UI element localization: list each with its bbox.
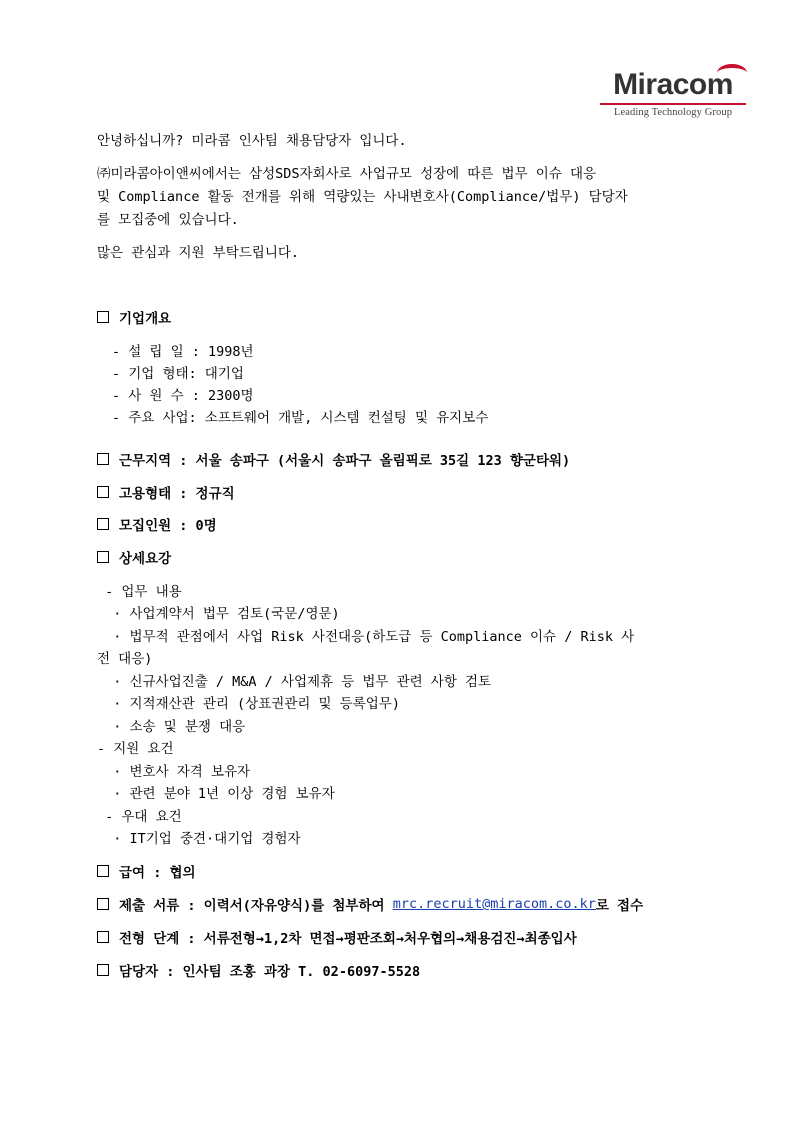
logo-tagline: Leading Technology Group xyxy=(613,107,733,118)
detail-line: 전 대응) xyxy=(97,651,153,667)
detail-line: · 법무적 관점에서 사업 Risk 사전대응(하도급 등 Compliance 이슈 / Risk 사 xyxy=(97,629,635,645)
detail-line: · 신규사업진출 / M&A / 사업제휴 등 법무 관련 사항 검토 xyxy=(97,674,492,690)
detail-line: · IT기업 중견·대기업 경험자 xyxy=(97,831,301,847)
detail-line: · 변호사 자격 보유자 xyxy=(97,764,251,780)
checkbox-square-icon xyxy=(97,964,109,976)
section-company-overview: 기업개요 xyxy=(97,307,171,327)
section-documents: 제출 서류 : 이력서(자유양식)를 첨부하여 mrc.recruit@miracom.co.kr 로 접수 xyxy=(97,894,643,914)
company-item-employees: - 사 원 수 : 2300명 xyxy=(112,388,254,404)
section-process: 전형 단계 : 서류전형→1,2차 면접→평판조회→처우협의→채용검진→최종입사 xyxy=(97,927,577,947)
intro-line-3: 를 모집중에 있습니다. xyxy=(97,212,239,228)
detail-line: - 지원 요건 xyxy=(97,741,174,757)
detail-line: - 업무 내용 xyxy=(97,584,182,600)
detail-line: · 소송 및 분쟁 대응 xyxy=(97,719,246,735)
checkbox-square-icon xyxy=(97,486,109,498)
detail-line: · 관련 분야 1년 이상 경험 보유자 xyxy=(97,786,335,802)
company-item-founded: - 설 립 일 : 1998년 xyxy=(112,344,254,360)
checkbox-square-icon xyxy=(97,518,109,530)
logo-divider xyxy=(600,103,746,105)
detail-line: · 지적재산관 관리 (상표권관리 및 등록업무) xyxy=(97,696,400,712)
checkbox-square-icon xyxy=(97,865,109,877)
miracom-logo xyxy=(600,68,746,118)
section-location: 근무지역 : 서울 송파구 (서울시 송파구 올림픽로 35길 123 향군타워) xyxy=(97,449,570,469)
detail-line: · 사업계약서 법무 검토(국문/영문) xyxy=(97,606,340,622)
logo-arc-icon xyxy=(717,64,747,82)
section-headcount: 모집인원 : 0명 xyxy=(97,514,217,534)
company-item-type: - 기업 형태: 대기업 xyxy=(112,366,244,382)
checkbox-square-icon xyxy=(97,311,109,323)
detail-line: - 우대 요건 xyxy=(97,809,182,825)
section-salary: 급여 : 협의 xyxy=(97,861,196,881)
checkbox-square-icon xyxy=(97,453,109,465)
logo-wordmark: Miracom xyxy=(613,68,733,102)
section-contact: 담당자 : 인사팀 조홍 과장 T. 02-6097-5528 xyxy=(97,960,420,980)
section-details: 상세요강 xyxy=(97,547,171,567)
checkbox-square-icon xyxy=(97,898,109,910)
recruit-email-link[interactable]: mrc.recruit@miracom.co.kr xyxy=(392,896,596,912)
checkbox-square-icon xyxy=(97,931,109,943)
greeting: 안녕하십니까? 미라콤 인사팀 채용담당자 입니다. xyxy=(97,133,407,149)
company-item-business: - 주요 사업: 소프트웨어 개발, 시스템 컨설팅 및 유지보수 xyxy=(112,410,489,426)
closing-text: 많은 관심과 지원 부탁드립니다. xyxy=(97,245,300,261)
intro-line-1: ㈜미라콤아이앤씨에서는 삼성SDS자회사로 사업규모 성장에 따른 법무 이슈 대응 xyxy=(97,166,597,182)
section-employment-type: 고용형태 : 정규직 xyxy=(97,482,235,502)
checkbox-square-icon xyxy=(97,551,109,563)
intro-line-2: 및 Compliance 활동 전개를 위해 역량있는 사내변호사(Compliance/법무) 담당자 xyxy=(97,189,628,205)
